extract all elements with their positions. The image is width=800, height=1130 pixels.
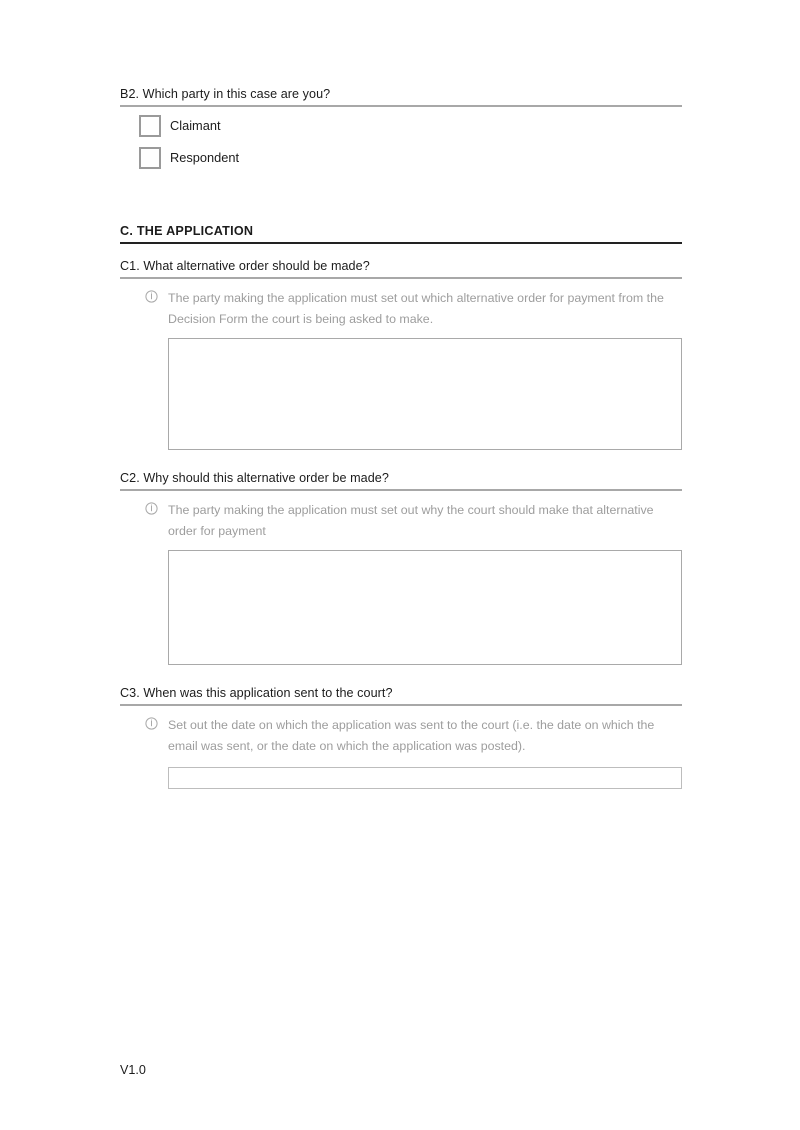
section-c-heading-block — [120, 223, 682, 244]
hint-c2 — [145, 500, 682, 541]
option-row-claimant[interactable] — [139, 115, 682, 137]
hint-c3 — [145, 715, 682, 756]
checkbox-label-respondent: Respondent — [170, 150, 240, 165]
hint-c1 — [145, 288, 682, 329]
question-c3-block — [120, 685, 682, 789]
checkbox-respondent[interactable] — [139, 147, 161, 169]
version-label: V1.0 — [120, 1063, 146, 1077]
info-circle-icon — [145, 502, 158, 515]
divider-under-c2 — [120, 489, 682, 491]
section-c-heading: C. THE APPLICATION — [120, 224, 254, 238]
divider-under-c1 — [120, 277, 682, 279]
hint-text-c3: Set out the date on which the application was sent to the court (i.e. the date on which the email was sent, or the date on which the application was posted). — [168, 718, 655, 753]
info-circle-icon — [145, 290, 158, 303]
question-b2-label: B2. Which party in this case are you? — [120, 87, 331, 101]
hint-text-c1: The party making the application must set out which alternative order for payment from the Decision Form the court is being asked to make. — [168, 291, 664, 326]
form-content — [120, 86, 682, 789]
question-c2-label: C2. Why should this alternative order be made? — [120, 471, 389, 485]
answer-input-c3[interactable] — [168, 767, 682, 789]
divider-under-c3 — [120, 704, 682, 706]
checkbox-label-claimant: Claimant — [170, 118, 221, 133]
info-circle-icon — [145, 717, 158, 730]
answer-textarea-c1[interactable] — [168, 338, 682, 450]
question-b2-block — [120, 86, 682, 169]
question-c3-label: C3. When was this application sent to the court? — [120, 686, 393, 700]
question-c1-label: C1. What alternative order should be made? — [120, 259, 370, 273]
hint-text-c2: The party making the application must set out why the court should make that alternative order for payment — [168, 503, 654, 538]
option-row-respondent[interactable] — [139, 147, 682, 169]
question-c1-block — [120, 258, 682, 450]
checkbox-claimant[interactable] — [139, 115, 161, 137]
question-c2-block — [120, 470, 682, 665]
answer-textarea-c2[interactable] — [168, 550, 682, 665]
